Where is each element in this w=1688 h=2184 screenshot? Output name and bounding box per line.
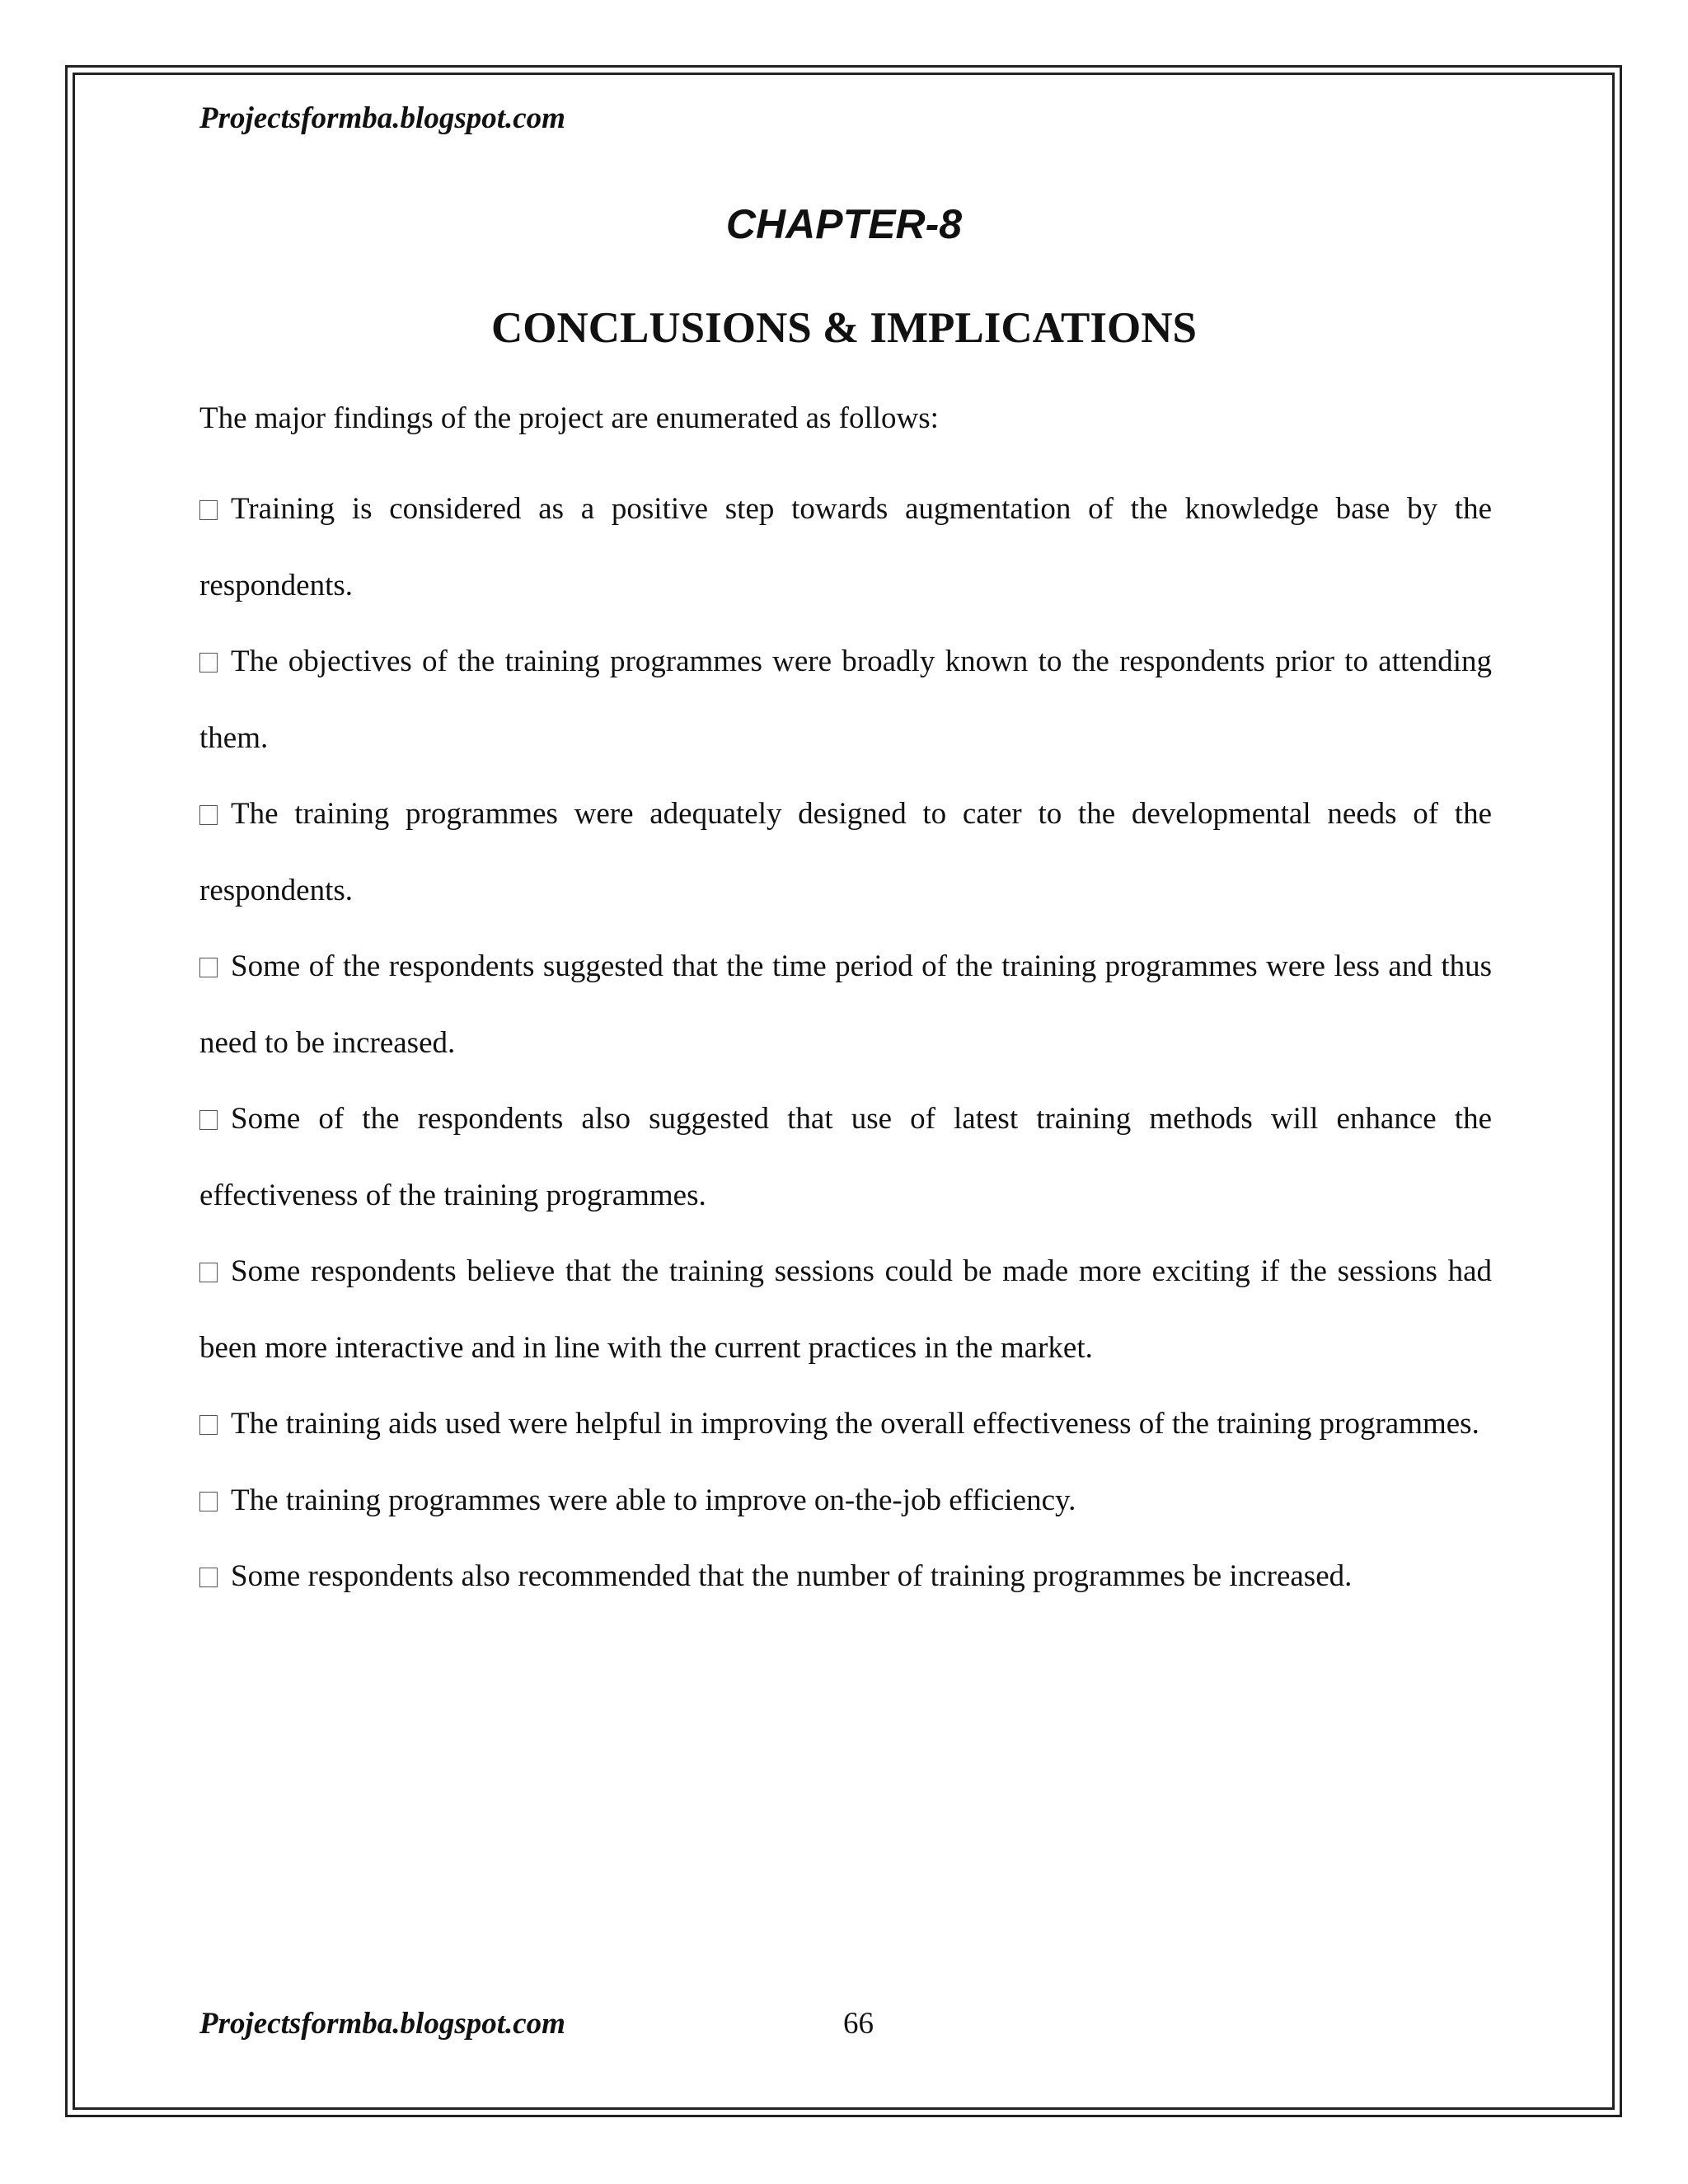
finding-item: [199, 624, 1492, 776]
finding-text: The objectives of the training programmes were broadly known to the respondents prior to attending them.: [199, 644, 1492, 755]
finding-text: The training programmes were able to improve on-the-job efficiency.: [231, 1483, 1076, 1517]
chapter-label: CHAPTER-8: [725, 201, 963, 247]
finding-item: [199, 1386, 1492, 1463]
finding-item: [199, 471, 1492, 624]
finding-text: Some of the respondents suggested that the time period of the training programmes were less and thus need to be increased.: [199, 949, 1492, 1060]
chapter-title: CONCLUSIONS & IMPLICATIONS: [491, 304, 1197, 352]
finding-text: Training is considered as a positive step towards augmentation of the knowledge base by the respondents.: [199, 492, 1492, 602]
empty-square-bullet-icon: [199, 958, 218, 977]
empty-square-bullet-icon: [199, 1110, 218, 1130]
finding-item: [199, 776, 1492, 929]
finding-text: The training aids used were helpful in improving the overall effectiveness of the training programmes.: [231, 1407, 1479, 1441]
finding-item: [199, 1081, 1492, 1234]
empty-square-bullet-icon: [199, 805, 218, 825]
finding-item: [199, 929, 1492, 1081]
empty-square-bullet-icon: [199, 1568, 218, 1587]
empty-square-bullet-icon: [199, 1415, 218, 1435]
finding-item: [199, 1463, 1492, 1540]
finding-item: [199, 1539, 1492, 1615]
intro-text: The major findings of the project are enumerated as follows:: [199, 401, 939, 435]
finding-text: Some respondents believe that the training sessions could be made more exciting if the sessions had been more interactive and in line with the current practices in the market.: [199, 1254, 1492, 1365]
finding-text: Some respondents also recommended that the number of training programmes be increased.: [231, 1559, 1353, 1593]
empty-square-bullet-icon: [199, 500, 218, 520]
empty-square-bullet-icon: [199, 1263, 218, 1282]
footer-site-name: Projectsformba.blogspot.com: [199, 2007, 565, 2041]
empty-square-bullet-icon: [199, 1492, 218, 1511]
empty-square-bullet-icon: [199, 653, 218, 673]
findings-list: [199, 471, 1492, 1615]
finding-text: Some of the respondents also suggested that use of latest training methods will enhance the effectiveness of the training programmes.: [199, 1102, 1492, 1212]
finding-item: [199, 1234, 1492, 1386]
header-site-name: Projectsformba.blogspot.com: [199, 101, 565, 135]
finding-text: The training programmes were adequately designed to cater to the developmental needs of the respondents.: [199, 797, 1492, 907]
page-number: 66: [843, 2007, 874, 2041]
